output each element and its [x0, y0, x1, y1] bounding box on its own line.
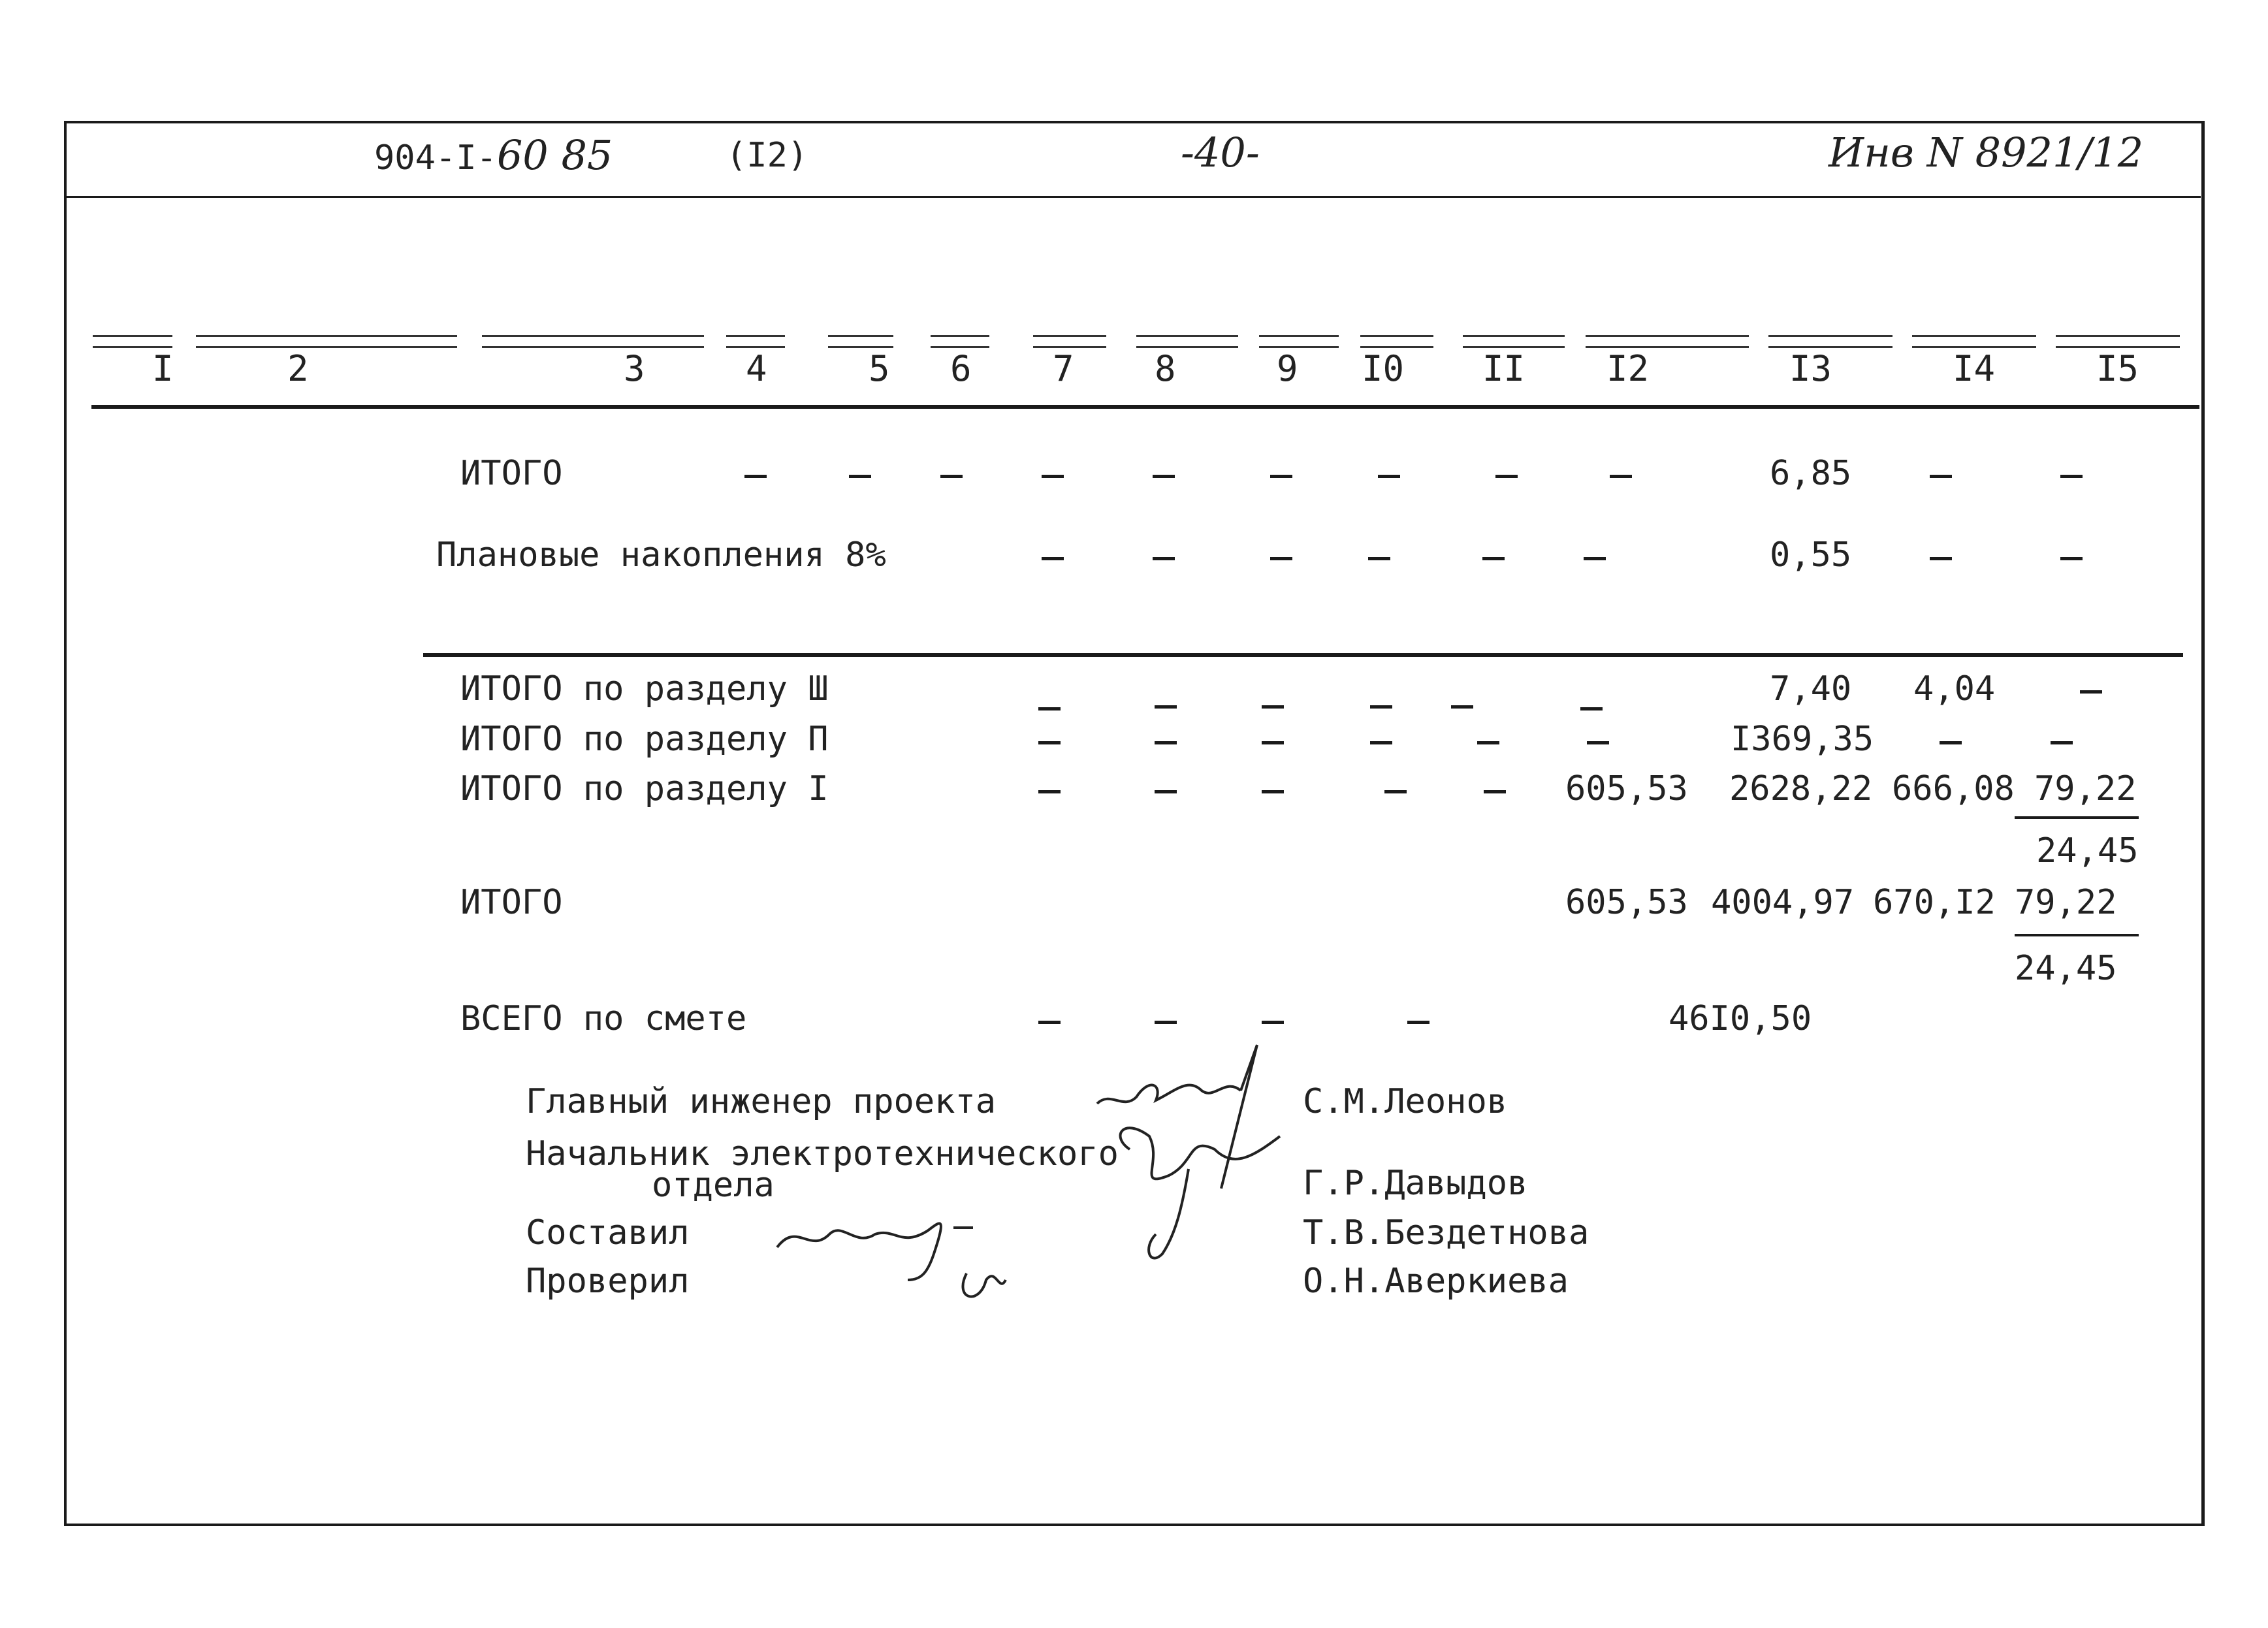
col-number: I0: [1362, 348, 1405, 389]
dash: [1482, 557, 1505, 560]
col-number: 8: [1155, 348, 1176, 389]
checked-by-title: Проверил: [526, 1262, 690, 1301]
cell-i15-bottom: 24,45: [2015, 949, 2117, 988]
dash: [1370, 741, 1392, 744]
fraction-rule: [2015, 816, 2139, 819]
col-number: 5: [869, 348, 890, 389]
col-number: I5: [2096, 348, 2139, 389]
chief-engineer-name: С.М.Леонов: [1303, 1082, 1508, 1121]
col-sep: [1912, 335, 2036, 348]
col-number: 3: [624, 348, 645, 389]
department-head-title-2: отдела: [652, 1166, 775, 1205]
dash: [2051, 741, 2073, 744]
dash: [2060, 557, 2083, 560]
dash: [1378, 475, 1400, 478]
dash: [1610, 475, 1632, 478]
dash: [1270, 475, 1292, 478]
dash: [1930, 475, 1952, 478]
dash: [2080, 690, 2102, 694]
cell-i14: 4,04: [1913, 669, 1996, 709]
dash: [1477, 741, 1499, 744]
cell-i15-top: 79,22: [2034, 769, 2137, 808]
cell-i13: 6,85: [1770, 454, 1852, 493]
checked-by-name: О.Н.Аверкиева: [1303, 1262, 1569, 1301]
dash: [1262, 1021, 1284, 1024]
fraction-rule: [2015, 934, 2139, 936]
col-number: I: [152, 348, 174, 389]
dash: [1270, 557, 1292, 560]
dash: [1495, 475, 1518, 478]
cell-i13: 4004,97: [1711, 883, 1855, 922]
col-sep: [726, 335, 785, 348]
part-number: (I2): [726, 136, 808, 175]
col-sep: [196, 335, 457, 348]
cell-i12: 605,53: [1565, 769, 1688, 808]
col-number: I3: [1789, 348, 1832, 389]
dash: [940, 475, 963, 478]
col-number: 9: [1277, 348, 1298, 389]
row-label: ИТОГО по разделу П: [460, 720, 829, 759]
row-label: Плановые накопления 8%: [436, 535, 886, 575]
section-rule: [423, 653, 2183, 657]
doc-code: 904-I-60 85: [374, 131, 613, 179]
cell-i13: I369,35: [1731, 720, 1874, 759]
department-head-title: Начальник электротехнического: [526, 1134, 1119, 1173]
row-label: ВСЕГО по смете: [460, 999, 747, 1038]
cell-i13: 0,55: [1770, 535, 1852, 575]
col-number: 6: [950, 348, 972, 389]
dash: [1038, 741, 1061, 744]
cell-i15-top: 79,22: [2015, 883, 2117, 922]
cell-i13: 2628,22: [1729, 769, 1873, 808]
col-sep: [1259, 335, 1339, 348]
dash: [1262, 790, 1284, 793]
dash: [744, 475, 767, 478]
col-number: I2: [1606, 348, 1650, 389]
chief-engineer-signature: [1084, 1038, 1306, 1280]
row-label: ИТОГО: [460, 883, 563, 922]
page-frame: [64, 121, 2205, 1526]
cell-i14: 670,I2: [1873, 883, 1996, 922]
row-label: ИТОГО по разделу I: [460, 769, 829, 808]
grand-total: 46I0,50: [1669, 999, 1812, 1038]
col-sep: [1136, 335, 1238, 348]
col-number: 4: [746, 348, 767, 389]
col-sep: [931, 335, 989, 348]
dash: [1038, 1021, 1061, 1024]
dash: [2060, 475, 2083, 478]
dash: [1584, 557, 1606, 560]
dash: [1153, 475, 1175, 478]
dash: [1155, 790, 1177, 793]
col-number: I4: [1953, 348, 1996, 389]
cell-i12: 605,53: [1565, 883, 1688, 922]
dash: [1384, 790, 1407, 793]
dash: [1038, 790, 1061, 793]
col-sep: [1586, 335, 1749, 348]
compiled-by-title: Составил: [526, 1213, 690, 1253]
cell-i14: 666,08: [1892, 769, 2015, 808]
col-sep: [1463, 335, 1565, 348]
dash: [1038, 707, 1061, 710]
dash: [1930, 557, 1952, 560]
department-head-name: Г.Р.Давыдов: [1303, 1164, 1528, 1203]
chief-engineer-title: Главный инженер проекта: [526, 1082, 997, 1121]
dash: [1153, 557, 1175, 560]
cell-i13: 7,40: [1770, 669, 1852, 709]
row-label: ИТОГО по разделу Ш: [460, 669, 829, 709]
col-sep: [1768, 335, 1893, 348]
compiled-by-name: Т.В.Бездетнова: [1303, 1213, 1589, 1253]
page-number: -40-: [1181, 129, 1260, 176]
col-sep: [93, 335, 172, 348]
dash: [1451, 705, 1473, 709]
dash: [1407, 1021, 1429, 1024]
dash: [1940, 741, 1962, 744]
cell-i15-bottom: 24,45: [2036, 831, 2139, 870]
dash: [1042, 557, 1064, 560]
col-number: 2: [287, 348, 309, 389]
dash: [1484, 790, 1506, 793]
dash: [1155, 705, 1177, 709]
dash: [1370, 705, 1392, 709]
dash: [1580, 707, 1603, 710]
dash: [1262, 705, 1284, 709]
col-sep: [1033, 335, 1106, 348]
compiled-by-signature: [771, 1202, 1006, 1306]
col-sep: [2056, 335, 2180, 348]
dash: [849, 475, 871, 478]
dash: [1368, 557, 1390, 560]
header-rule: [67, 196, 2201, 198]
col-sep: [828, 335, 893, 348]
col-number: 7: [1053, 348, 1074, 389]
inventory-number: Инв N 8921/12: [1829, 129, 2144, 176]
col-number: II: [1482, 348, 1525, 389]
dash: [1155, 1021, 1177, 1024]
col-sep: [482, 335, 704, 348]
header-bottom-rule: [91, 405, 2199, 409]
dash: [1587, 741, 1609, 744]
col-sep: [1360, 335, 1433, 348]
dash: [1155, 741, 1177, 744]
dash: [1262, 741, 1284, 744]
row-label: ИТОГО: [460, 454, 563, 493]
dash: [1042, 475, 1064, 478]
